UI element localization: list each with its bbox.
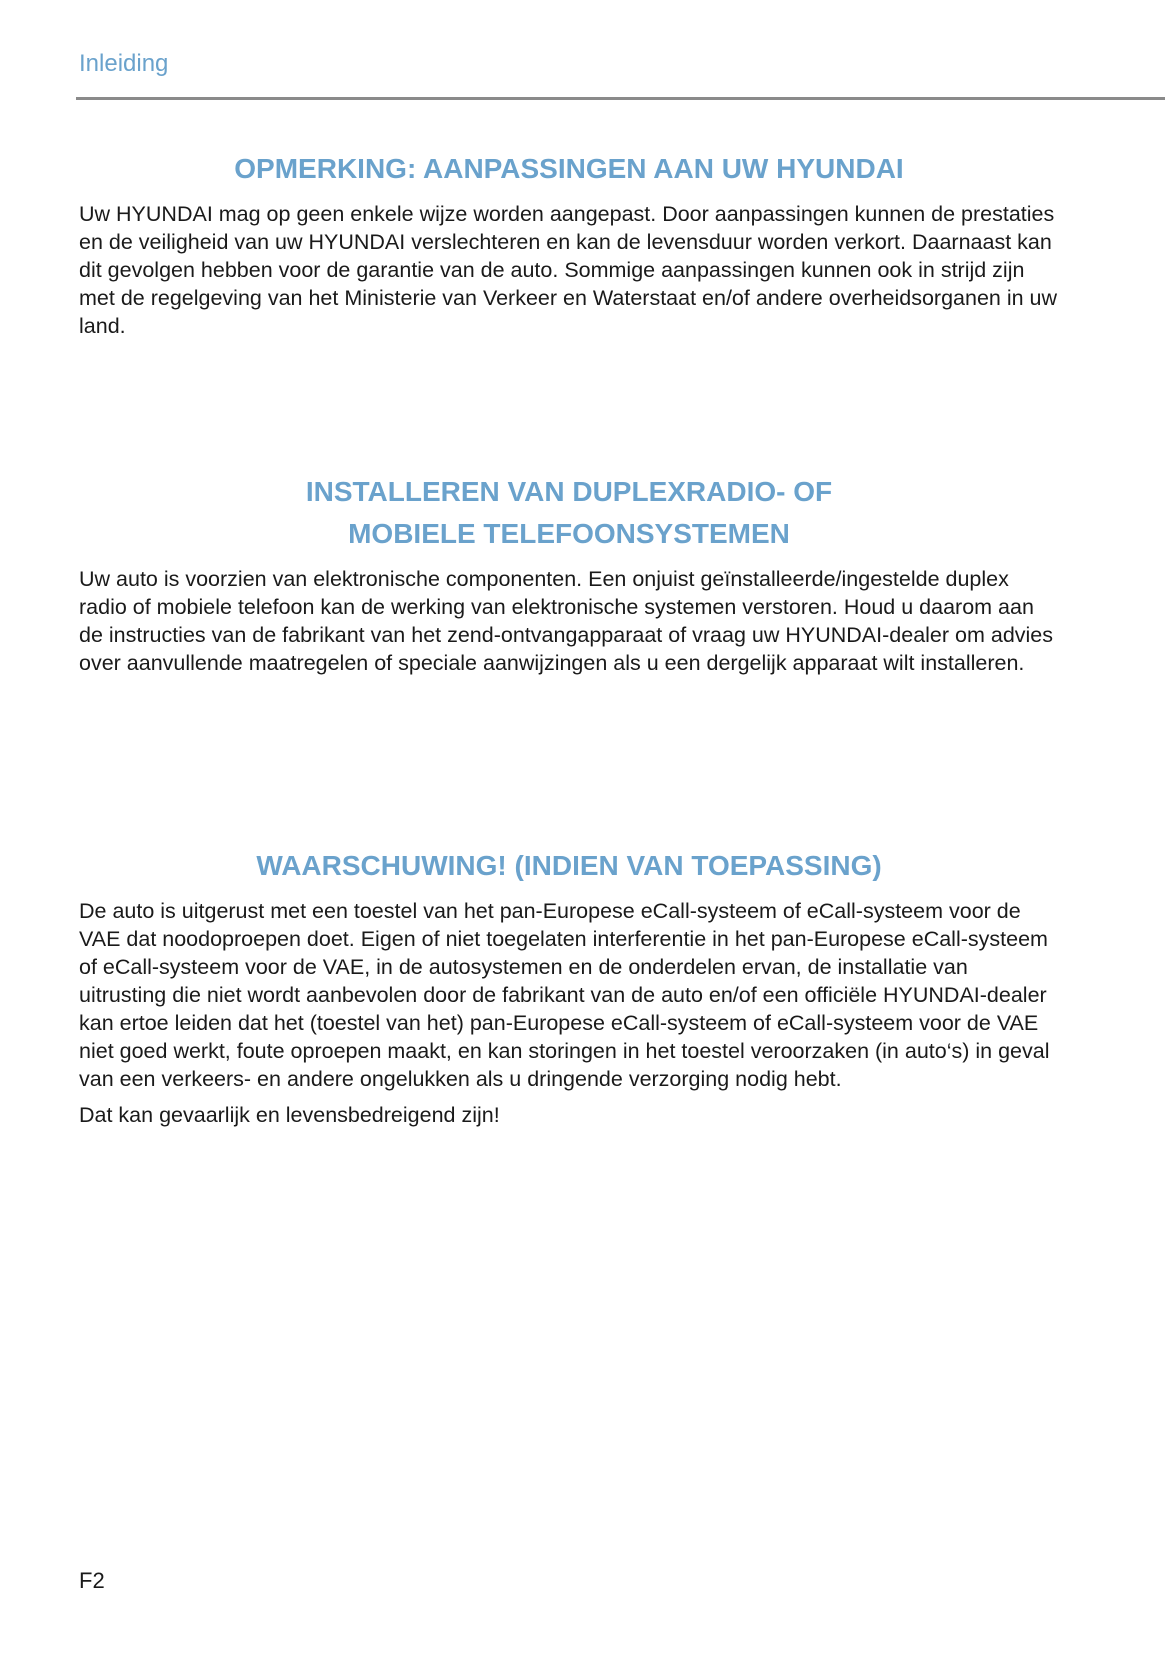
section-paragraph: De auto is uitgerust met een toestel van het pan-Europese eCall-systeem of eCall-systeem voor de VAE dat noodoproepen doet. Eigen of niet toegelaten interferentie in het pan-Europese eCall-systeem of eCall-systeem voor de VAE, in de autosystemen en de onderdelen ervan, de installatie van uitrusting die niet wordt aanbevolen door de fabrikant van de auto en/of een officiële HYUNDAI-dealer kan ertoe leiden dat het (toestel van het) pan-Europese eCall-systeem of eCall-systeem voor de VAE niet goed werkt, foute oproepen maakt, en kan storingen in het toestel veroorzaken (in auto‘s) in geval van een verkeers- en andere ongelukken als u dringende verzorging nodig hebt. <box>79 899 1050 1091</box>
section-paragraph: Dat kan gevaarlijk en levensbedreigend zijn! <box>79 1103 500 1127</box>
section-ecall-warning <box>79 845 1059 1137</box>
page-number: F2 <box>79 1568 105 1593</box>
section-title-line: INSTALLEREN VAN DUPLEXRADIO- OF <box>305 476 833 507</box>
header-divider <box>76 97 1165 100</box>
section-paragraph: Uw HYUNDAI mag op geen enkele wijze worden aangepast. Door aanpassingen kunnen de prestaties en de veiligheid van uw HYUNDAI verslechteren en kan de levensduur worden verkort. Daarnaast kan dit gevolgen hebben voor de garantie van de auto. Sommige aanpassingen kunnen ook in strijd zijn met de regelgeving van het Ministerie van Verkeer en Waterstaat en/of andere overheidsorganen in uw land. <box>79 202 1058 338</box>
section-modifications <box>79 148 1059 348</box>
section-title-line: MOBIELE TELEFOONSYSTEMEN <box>348 518 790 549</box>
section-title <box>79 845 1059 887</box>
section-title <box>79 471 1059 555</box>
section-title-line: OPMERKING: AANPASSINGEN AAN UW HYUNDAI <box>234 153 904 184</box>
section-paragraph: Uw auto is voorzien van elektronische componenten. Een onjuist geïnstalleerde/ingestelde duplex radio of mobiele telefoon kan de werking van elektronische systemen verstoren. Houd u daarom aan de instructies van de fabrikant van het zend-ontvangapparaat of vraag uw HYUNDAI-dealer om advies over aanvullende maatregelen of speciale aanwijzingen als u een dergelijk apparaat wilt installeren. <box>79 567 1054 675</box>
section-radio-phone-installation <box>79 471 1059 685</box>
section-title <box>79 148 1059 190</box>
section-title-line: WAARSCHUWING! (INDIEN VAN TOEPASSING) <box>256 850 882 881</box>
running-header: Inleiding <box>79 50 169 77</box>
